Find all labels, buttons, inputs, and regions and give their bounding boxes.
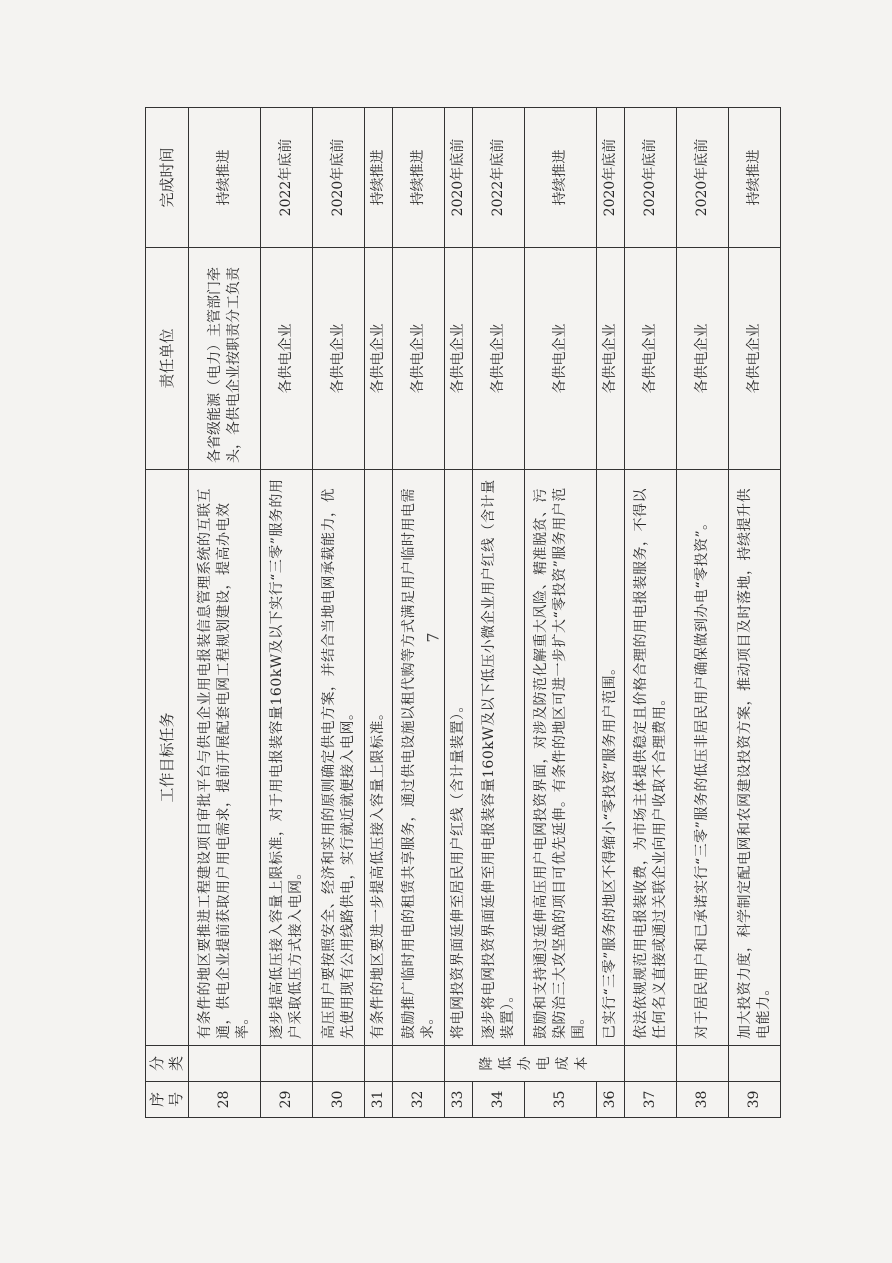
- table-row: [729, 108, 781, 1118]
- header-time: 完成时间: [146, 108, 189, 248]
- row-num: 30: [313, 1082, 365, 1118]
- table-row: [313, 108, 365, 1118]
- row-time: 持续推进: [729, 108, 781, 248]
- header-unit: 责任单位: [146, 248, 189, 470]
- row-task: 对于居民用户和已承诺实行“三零”服务的低压非居民用户确保做到办电“零投资”。: [677, 470, 729, 1046]
- row-category-empty: [313, 1046, 365, 1082]
- row-task: 有条件的地区要推进工程建设项目审批平台与供电企业用电报装信息管理系统的互联互通，供电企业提前获取用户用电需求，提前开展配套电网工程规划建设，提高办电效率。: [189, 470, 261, 1046]
- table-row: [625, 108, 677, 1118]
- row-category-empty: [729, 1046, 781, 1082]
- row-num: 38: [677, 1082, 729, 1118]
- row-task: 有条件的地区要进一步提高低压接入容量上限标准。: [365, 470, 393, 1046]
- row-unit: 各供电企业: [393, 248, 445, 470]
- row-task: 逐步将电网投资界面延伸至用电报装容量160kW及以下低压小微企业用户红线（含计量装置）。: [473, 470, 525, 1046]
- row-unit: 各供电企业: [313, 248, 365, 470]
- rotated-page-content: [145, 108, 772, 1118]
- header-num: 序号: [146, 1082, 189, 1118]
- table-row: [189, 108, 261, 1118]
- row-time: 2020年底前: [625, 108, 677, 248]
- row-unit: 各供电企业: [677, 248, 729, 470]
- row-num: 32: [393, 1082, 445, 1118]
- row-unit: 各供电企业: [625, 248, 677, 470]
- row-time: 2020年底前: [445, 108, 473, 248]
- row-category-empty: [365, 1046, 393, 1082]
- row-time: 持续推进: [189, 108, 261, 248]
- row-time: 持续推进: [393, 108, 445, 248]
- row-num: 33: [445, 1082, 473, 1118]
- row-unit: 各省级能源（电力）主管部门牵头，各供电企业按职责分工负责: [189, 248, 261, 470]
- row-task: 已实行“三零”服务的地区不得缩小“零投资”服务用户范围。: [597, 470, 625, 1046]
- table-row: [261, 108, 313, 1118]
- table-row: [445, 108, 473, 1118]
- row-category-empty: [677, 1046, 729, 1082]
- row-category-empty: [261, 1046, 313, 1082]
- row-time: 2022年底前: [473, 108, 525, 248]
- row-time: 2020年底前: [313, 108, 365, 248]
- row-unit: 各供电企业: [597, 248, 625, 470]
- row-unit: 各供电企业: [365, 248, 393, 470]
- row-task: 加大投资力度，科学制定配电网和农网建设投资方案，推动项目及时落地，持续提升供电能力。: [729, 470, 781, 1046]
- row-unit: 各供电企业: [445, 248, 473, 470]
- page-number: 7: [423, 632, 443, 643]
- table-row: [525, 108, 597, 1118]
- table-row: [677, 108, 729, 1118]
- row-category-empty: [393, 1046, 445, 1082]
- row-time: 2020年底前: [597, 108, 625, 248]
- row-time: 2022年底前: [261, 108, 313, 248]
- row-num: 28: [189, 1082, 261, 1118]
- row-num: 37: [625, 1082, 677, 1118]
- row-unit: 各供电企业: [729, 248, 781, 470]
- row-unit: 各供电企业: [473, 248, 525, 470]
- row-num: 36: [597, 1082, 625, 1118]
- header-category: 分类: [146, 1046, 189, 1082]
- row-category-empty: [625, 1046, 677, 1082]
- row-time: 2020年底前: [677, 108, 729, 248]
- row-unit: 各供电企业: [525, 248, 597, 470]
- table-row: [365, 108, 393, 1118]
- row-time: 持续推进: [365, 108, 393, 248]
- table-row: [393, 108, 445, 1118]
- row-task: 将电网投资界面延伸至居民用户红线（含计量装置）。: [445, 470, 473, 1046]
- row-num: 29: [261, 1082, 313, 1118]
- category-cell: 降低办电成本: [445, 1046, 625, 1082]
- row-num: 34: [473, 1082, 525, 1118]
- row-unit: 各供电企业: [261, 248, 313, 470]
- row-num: 31: [365, 1082, 393, 1118]
- row-num: 39: [729, 1082, 781, 1118]
- row-task: 鼓励和支持通过延伸高压用户电网投资界面，对涉及防范化解重大风险、精准脱贫、污染防治三大攻坚战的项目可优先延伸。有条件的地区可进一步扩大“零投资”服务用户范围。: [525, 470, 597, 1046]
- task-table: [145, 107, 781, 1118]
- row-task: 逐步提高低压接入容量上限标准，对于用电报装容量160kW及以下实行“三零”服务的用户采取低压方式接入电网。: [261, 470, 313, 1046]
- row-category-empty: [189, 1046, 261, 1082]
- row-num: 35: [525, 1082, 597, 1118]
- row-task: 依法依规规范用电报装收费，为市场主体提供稳定且价格合理的用电报装服务，不得以任何名义直接或通过关联企业向用户收取不合理费用。: [625, 470, 677, 1046]
- row-task: 鼓励推广临时用电的租赁共享服务，通过供电设施以租代购等方式满足用户临时用电需求。: [393, 470, 445, 1046]
- row-time: 持续推进: [525, 108, 597, 248]
- row-task: 高压用户要按照安全、经济和实用的原则确定供电方案，并结合当地电网承载能力，优先使用现有公用线路供电，实行就近就便接入电网。: [313, 470, 365, 1046]
- header-task: 工作目标任务: [146, 470, 189, 1046]
- table-row: [597, 108, 625, 1118]
- table-row: [473, 108, 525, 1118]
- table-header-row: [146, 108, 189, 1118]
